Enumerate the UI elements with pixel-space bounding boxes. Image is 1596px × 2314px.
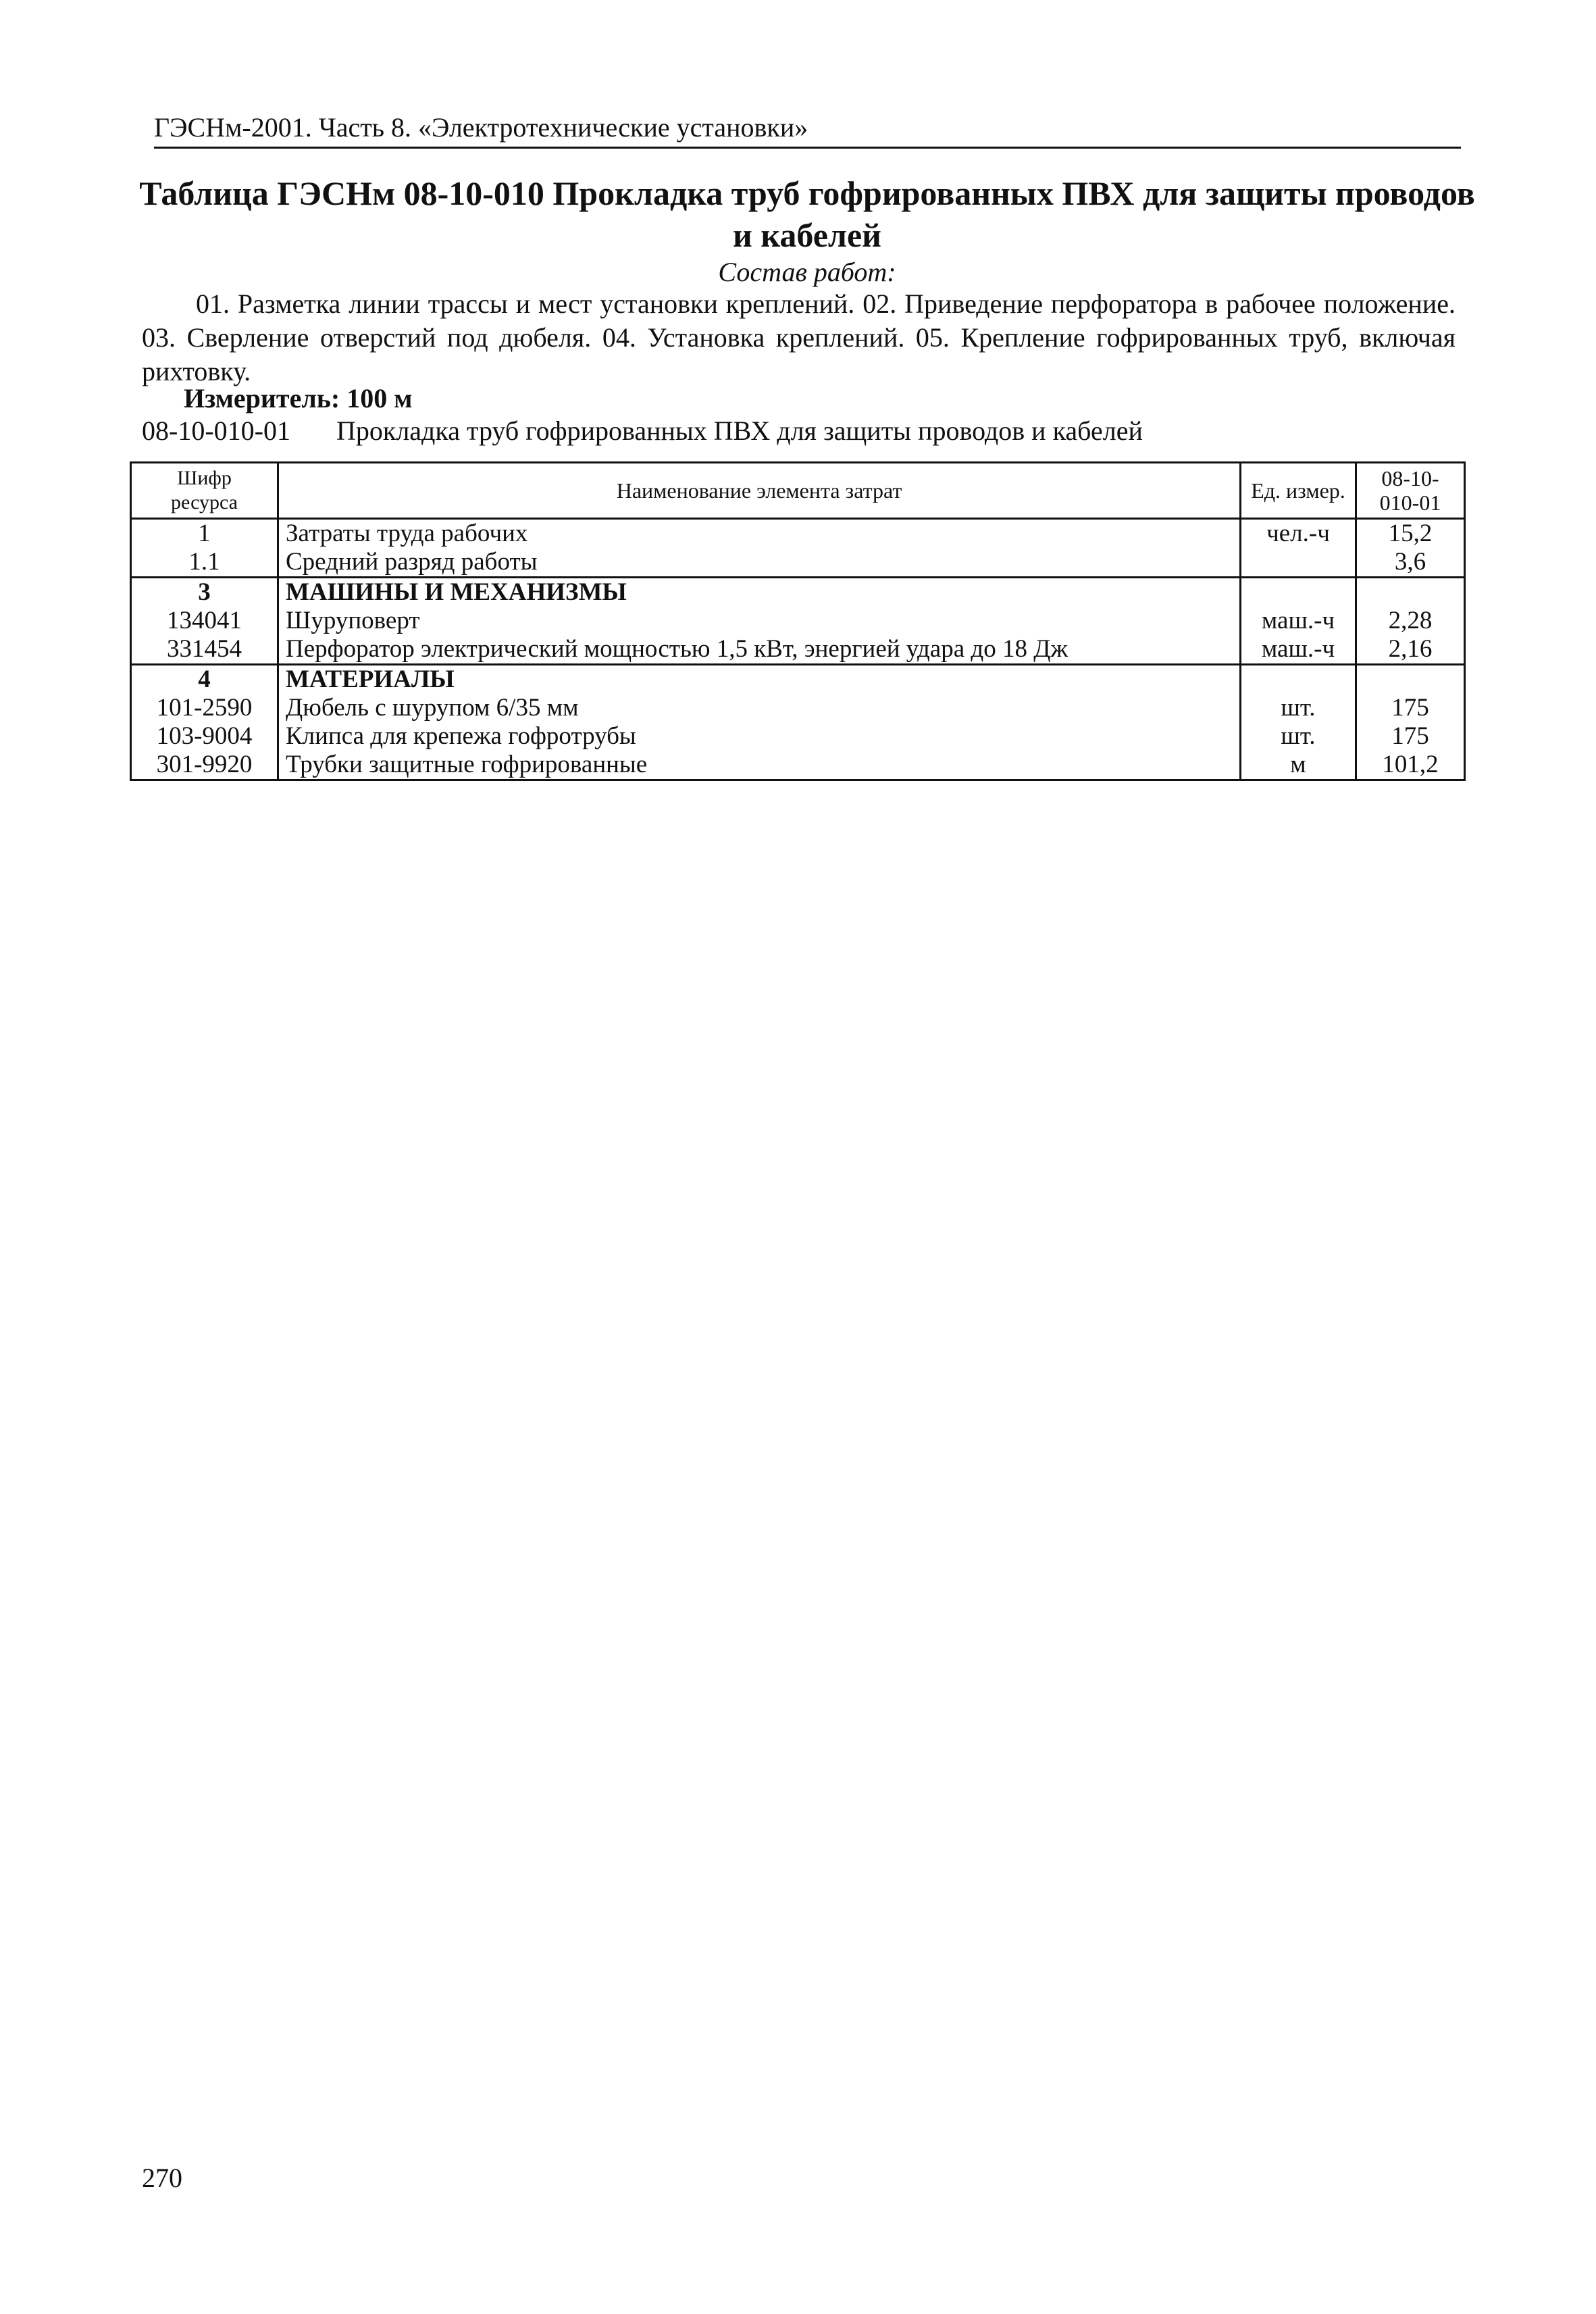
row-code: 331454	[131, 635, 278, 665]
row-value: 3,6	[1356, 548, 1465, 578]
row-name: Клипса для крепежа гофротрубы	[278, 722, 1241, 751]
table-row	[131, 665, 1465, 695]
row-code: 103-9004	[131, 722, 278, 751]
row-code: 134041	[131, 607, 278, 635]
title-line-2: и кабелей	[733, 216, 881, 254]
row-name: Затраты труда рабочих	[278, 519, 1241, 549]
cost-table	[130, 461, 1466, 781]
row-unit: маш.-ч	[1241, 635, 1356, 665]
header-value-line-2: 010-01	[1379, 491, 1441, 515]
table-row	[131, 519, 1465, 549]
row-unit: чел.-ч	[1241, 519, 1356, 549]
table-row	[131, 548, 1465, 578]
row-unit: шт.	[1241, 722, 1356, 751]
row-unit: шт.	[1241, 694, 1356, 722]
row-code: 101-2590	[131, 694, 278, 722]
header-code-line-2: ресурса	[171, 491, 238, 513]
row-value: 15,2	[1356, 519, 1465, 549]
row-code: 4	[131, 665, 278, 695]
table-row	[131, 751, 1465, 780]
composition-text: 01. Разметка линии трассы и мест установки креплений. 02. Приведение перфоратора в рабочее положение. 03. Сверление отверстий под дюбеля. 04. Установка креплений. 05. Крепление гофрированных труб, включая рихтовку.	[142, 288, 1456, 386]
row-unit	[1241, 548, 1356, 578]
measure-unit: Измеритель: 100 м	[184, 383, 413, 413]
row-value: 101,2	[1356, 751, 1465, 780]
table-row	[131, 607, 1465, 635]
row-value	[1356, 665, 1465, 695]
table-row	[131, 635, 1465, 665]
norm-line	[142, 415, 1456, 447]
table-row	[131, 578, 1465, 607]
row-code: 1	[131, 519, 278, 549]
table-header-row	[131, 463, 1465, 519]
row-code: 301-9920	[131, 751, 278, 780]
norm-name: Прокладка труб гофрированных ПВХ для защиты проводов и кабелей	[336, 416, 1143, 446]
row-unit: м	[1241, 751, 1356, 780]
header-code	[131, 463, 278, 519]
row-name: Перфоратор электрический мощностью 1,5 кВт, энергией удара до 18 Дж	[278, 635, 1241, 665]
title-line-1: Таблица ГЭСНм 08-10-010 Прокладка труб гофрированных ПВХ для защиты проводов	[139, 174, 1475, 212]
running-header: ГЭСНм-2001. Часть 8. «Электротехнические установки»	[154, 111, 1461, 149]
header-value	[1356, 463, 1465, 519]
composition-caption: Состав работ:	[718, 257, 896, 287]
page-number: 270	[142, 2163, 182, 2193]
row-name: Средний разряд работы	[278, 548, 1241, 578]
row-value	[1356, 578, 1465, 607]
row-code: 1.1	[131, 548, 278, 578]
header-name: Наименование элемента затрат	[278, 463, 1241, 519]
row-unit	[1241, 578, 1356, 607]
row-value: 2,16	[1356, 635, 1465, 665]
row-name: Трубки защитные гофрированные	[278, 751, 1241, 780]
row-name: МАТЕРИАЛЫ	[278, 665, 1241, 695]
table-row	[131, 694, 1465, 722]
row-name: МАШИНЫ И МЕХАНИЗМЫ	[278, 578, 1241, 607]
table-row	[131, 722, 1465, 751]
row-value: 175	[1356, 694, 1465, 722]
table-title	[135, 172, 1479, 256]
row-name: Дюбель с шурупом 6/35 мм	[278, 694, 1241, 722]
row-name: Шуруповерт	[278, 607, 1241, 635]
norm-code: 08-10-010-01	[142, 416, 290, 446]
row-unit: маш.-ч	[1241, 607, 1356, 635]
row-unit	[1241, 665, 1356, 695]
row-value: 175	[1356, 722, 1465, 751]
header-code-line-1: Шифр	[177, 467, 232, 489]
row-value: 2,28	[1356, 607, 1465, 635]
header-unit: Ед. измер.	[1241, 463, 1356, 519]
header-value-line-1: 08-10-	[1381, 466, 1439, 491]
row-code: 3	[131, 578, 278, 607]
